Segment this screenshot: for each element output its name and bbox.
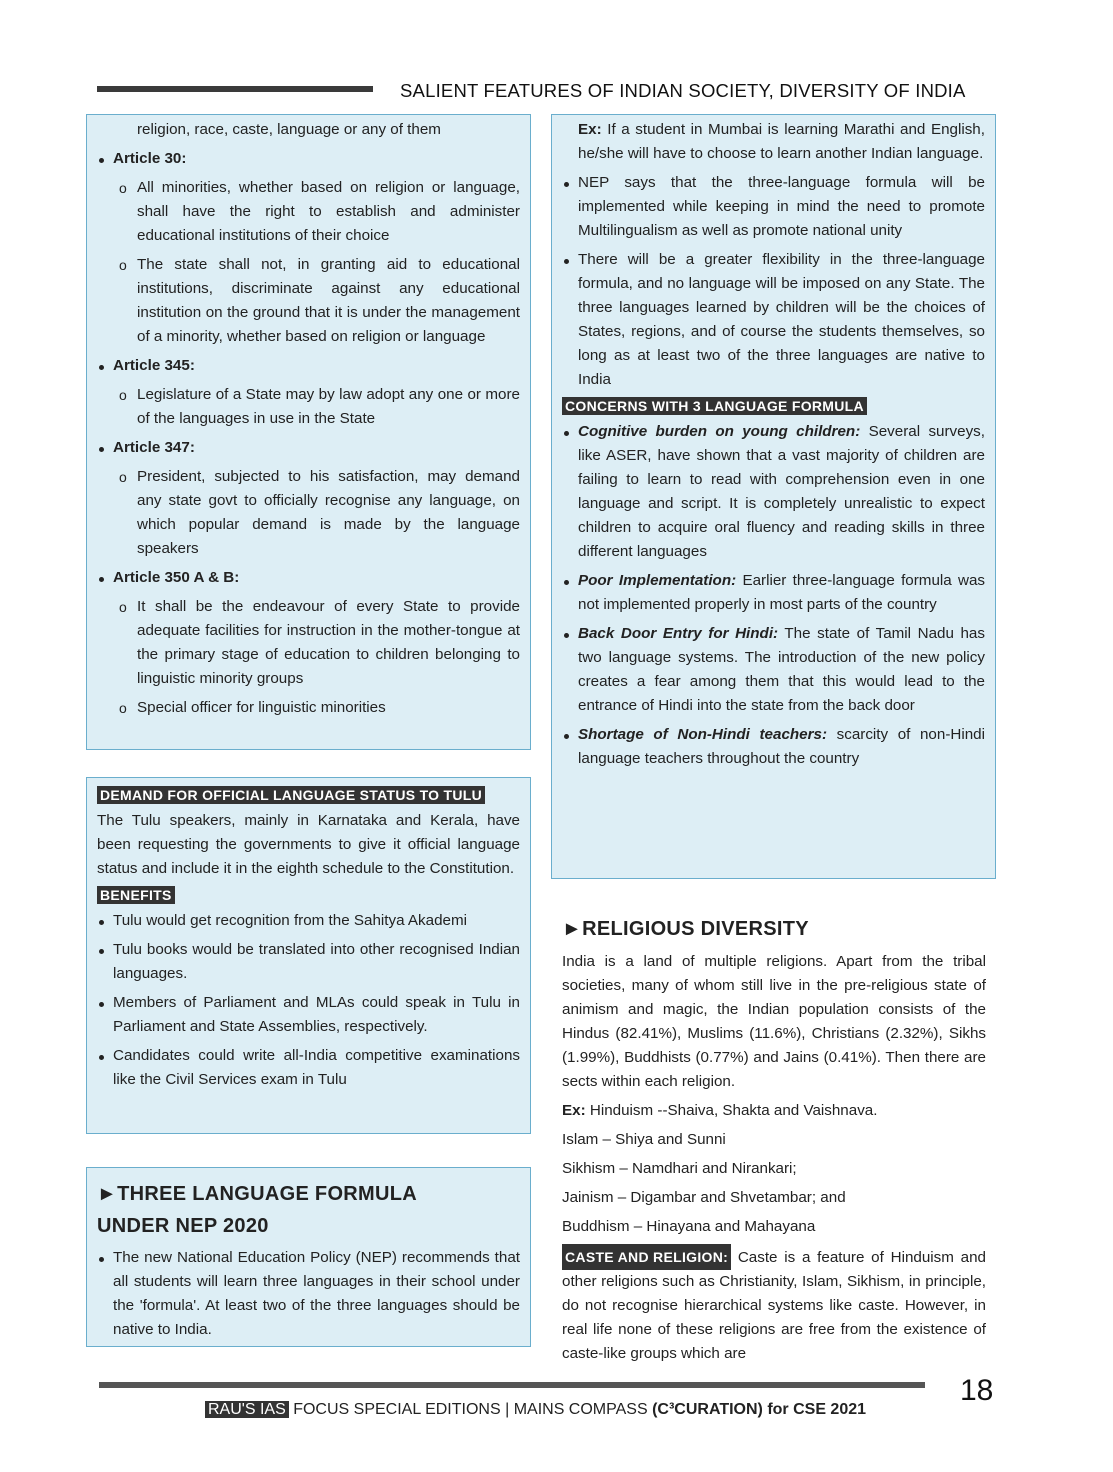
religion-sect-line: Sikhism – Namdhari and Nirankari; [562,1160,797,1177]
article-title: Article 347: [113,439,195,456]
three-language-box [551,114,996,879]
religion-section [562,914,986,1366]
nep-point: There will be a greater flexibility in the three-language formula, and no language will be imposed on any State. The three languages learned by children will be the choices of States, regions, and of course the students themselves, so long as at least two of the three languages are native to India [562,248,985,392]
article-point: o It shall be the endeavour of every State to provide adequate facilities for instruction in the mother-tongue at the primary stage of education to children belonging to linguistic minority groups [97,595,520,691]
article-title: Article 30: [113,150,187,167]
articles-box [86,114,531,750]
footer-brand: RAU'S IAS [205,1401,289,1418]
concerns-list [562,420,985,771]
concern-title: Back Door Entry for Hindi: [578,625,779,642]
article-point: o All minorities, whether based on religion or language, shall have the right to establish and administer educational institutions of their choice [97,176,520,248]
article-title: Article 345: [113,357,195,374]
concern-text: Earlier three-language formula was not implemented properly in most parts of the country [578,572,985,613]
article-item [97,354,520,431]
concern-title: Cognitive burden on young children: [578,423,861,440]
footer-text [205,1401,866,1419]
benefit-item: Candidates could write all-India competitive examinations like the Civil Services exam in Tulu [97,1044,520,1092]
tulu-box [86,777,531,1134]
article-item [97,147,520,349]
concern-item [562,723,985,771]
benefits-label: BENEFITS [97,886,175,904]
religion-intro: India is a land of multiple religions. Apart from the tribal societies, many of whom still live in the pre-religious state of animism and magic, the Indian population consists of the Hindus (82.41%), Muslims (11.6%), Christians (2.32%), Sikhs (1.99%), Buddhists (0.77%) and Jains (0.41%). Then there are sects within each religion. [562,953,986,1090]
article-point: o The state shall not, in granting aid to educational institutions, discriminate against any educational institution on the ground that it is under the management of a minority, whether based on religion or language [97,253,520,349]
benefit-item: Members of Parliament and MLAs could speak in Tulu in Parliament and State Assemblies, respectively. [97,991,520,1039]
continued-text: religion, race, caste, language or any of them [137,121,441,138]
religion-example [562,1099,986,1123]
concern-text: The state of Tamil Nadu has two language systems. The introduction of the new policy creates a fear among them that this would lead to the entrance of Hindi into the state from the back door [578,625,985,714]
tulu-intro: The Tulu speakers, mainly in Karnataka and Kerala, have been requesting the governments to give it official language status and include it in the eighth schedule to the Constitution. [97,812,520,877]
concern-item [562,622,985,718]
concern-item [562,420,985,564]
caste-religion-para [562,1244,986,1366]
article-item [97,566,520,720]
header-rule [97,86,373,92]
concern-item [562,569,985,617]
page-header-title: SALIENT FEATURES OF INDIAN SOCIETY, DIVERSITY OF INDIA [400,80,966,101]
example-body: If a student in Mumbai is learning Marathi and English, he/she will have to choose to learn another Indian language. [578,121,985,162]
caste-religion-label: CASTE AND RELIGION: [562,1244,731,1270]
caste-religion-text: Caste is a feature of Hinduism and other religions such as Christianity, Islam, Sikhism, in principle, do not recognise hierarchical systems like caste. However, in real life none of these religions are free from the existence of caste-like groups which are [562,1249,986,1362]
nep-points [562,171,985,392]
concerns-label: CONCERNS WITH 3 LANGUAGE FORMULA [562,397,867,415]
article-item [97,436,520,561]
religion-sect-line: Buddhism – Hinayana and Mahayana [562,1218,816,1235]
nep-list [97,1246,520,1342]
nep-heading-line2: UNDER NEP 2020 [97,1215,269,1237]
religion-heading: ►RELIGIOUS DIVERSITY [562,918,809,940]
nep-heading-line1: ►THREE LANGUAGE FORMULA [97,1183,418,1205]
religion-ex-text: Hinduism --Shaiva, Shakta and Vaishnava. [589,1102,878,1119]
religion-sect-line: Islam – Shiya and Sunni [562,1131,726,1148]
concern-title: Poor Implementation: [578,572,737,589]
footer-rule [99,1382,925,1388]
article-point: o President, subjected to his satisfaction, may demand any state govt to officially recognise any language, on which popular demand is made by the language speakers [97,465,520,561]
article-point: o Legislature of a State may by law adopt any one or more of the languages in use in the State [97,383,520,431]
page-number: 18 [960,1374,994,1407]
concern-text: scarcity of non-Hindi language teachers throughout the country [578,726,985,767]
article-list [97,147,520,720]
footer-curation: (C³CURATION) for CSE 2021 [652,1401,867,1418]
benefits-list [97,909,520,1092]
footer-edition: FOCUS SPECIAL EDITIONS | MAINS COMPASS [288,1401,653,1418]
benefit-item: Tulu books would be translated into other recognised Indian languages. [97,938,520,986]
concern-text: Several surveys, like ASER, have shown that a vast majority of children are failing to learn to read with comprehension even in one language and script. It is completely unrealistic to expect children to acquire oral fluency and reading skills in three different languages [578,423,985,560]
nep-item: The new National Education Policy (NEP) recommends that all students will learn three languages in their school under the 'formula'. At least two of the three languages should be native to India. [97,1246,520,1342]
religion-sect-line: Jainism – Digambar and Shvetambar; and [562,1189,846,1206]
article-title: Article 350 A & B: [113,569,240,586]
nep-box [86,1167,531,1347]
benefit-item: Tulu would get recognition from the Sahitya Akademi [97,909,520,933]
concern-title: Shortage of Non-Hindi teachers: [578,726,828,743]
article-point: o Special officer for linguistic minorities [97,696,520,720]
example-label: Ex: [578,121,602,138]
religion-ex-label: Ex: [562,1102,586,1119]
nep-point: NEP says that the three-language formula will be implemented while keeping in mind the need to promote Multilingualism as well as promote national unity [562,171,985,243]
example-text [562,118,985,166]
tulu-heading: DEMAND FOR OFFICIAL LANGUAGE STATUS TO TULU [97,786,485,804]
